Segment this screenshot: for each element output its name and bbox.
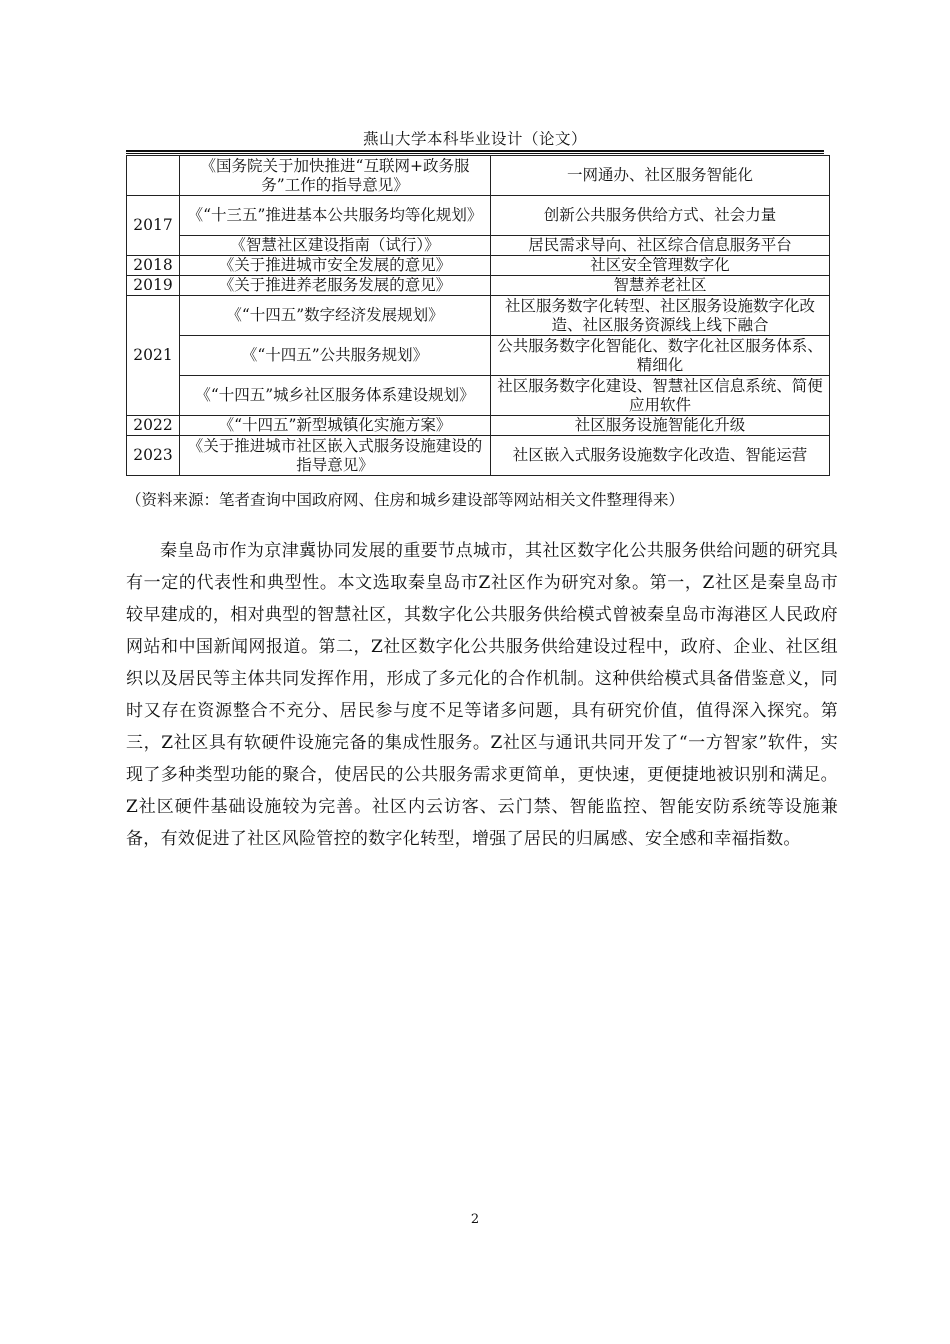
focus-cell: 社区嵌入式服务设施数字化改造、智能运营 <box>491 436 830 476</box>
document-cell: 《“十四五”新型城镇化实施方案》 <box>180 416 491 436</box>
table-row <box>127 276 830 296</box>
running-header: 燕山大学本科毕业设计（论文） <box>362 130 587 148</box>
source-note: （资料来源：笔者查询中国政府网、住房和城乡建设部等网站相关文件整理得来） <box>126 491 685 509</box>
page-number: 2 <box>470 1212 480 1227</box>
focus-cell: 社区服务数字化转型、社区服务设施数字化改造、社区服务资源线上线下融合 <box>491 296 830 336</box>
focus-cell: 社区服务设施智能化升级 <box>491 416 830 436</box>
document-cell: 《“十四五”数字经济发展规划》 <box>180 296 491 336</box>
document-cell: 《“十三五”推进基本公共服务均等化规划》 <box>180 196 491 236</box>
focus-cell: 社区安全管理数字化 <box>491 256 830 276</box>
header-rule-secondary <box>126 153 824 154</box>
table-row <box>127 416 830 436</box>
document-cell: 《“十四五”公共服务规划》 <box>180 336 491 376</box>
year-cell: 2023 <box>127 436 180 476</box>
document-cell: 《关于推进城市安全发展的意见》 <box>180 256 491 276</box>
table-row <box>127 296 830 336</box>
year-cell: 2017 <box>127 196 180 256</box>
table-row <box>127 376 830 416</box>
document-cell: 《智慧社区建设指南（试行）》 <box>180 236 491 256</box>
document-cell: 《“十四五”城乡社区服务体系建设规划》 <box>180 376 491 416</box>
focus-cell: 社区服务数字化建设、智慧社区信息系统、简便应用软件 <box>491 376 830 416</box>
document-cell: 《国务院关于加快推进“互联网+政务服务”工作的指导意见》 <box>180 156 491 196</box>
table-row <box>127 256 830 276</box>
document-cell: 《关于推进城市社区嵌入式服务设施建设的指导意见》 <box>180 436 491 476</box>
table-row <box>127 236 830 256</box>
year-cell <box>127 156 180 196</box>
year-cell: 2019 <box>127 276 180 296</box>
body-paragraph: 秦皇岛市作为京津冀协同发展的重要节点城市，其社区数字化公共服务供给问题的研究具有一定的代表性和典型性。本文选取秦皇岛市Z社区作为研究对象。第一，Z社区是秦皇岛市较早建成的，相对典型的智慧社区，其数字化公共服务供给模式曾被秦皇岛市海港区人民政府网站和中国新闻网报道。第二，Z社区数字化公共服务供给建设过程中，政府、企业、社区组织以及居民等主体共同发挥作用，形成了多元化的合作机制。这种供给模式具备借鉴意义，同时又存在资源整合不充分、居民参与度不足等诸多问题，具有研究价值，值得深入探究。第三，Z社区具有软硬件设施完备的集成性服务。Z社区与通讯共同开发了“一方智家”软件，实现了多种类型功能的聚合，使居民的公共服务需求更简单，更快速，更便捷地被识别和满足。Z社区硬件基础设施较为完善。社区内云访客、云门禁、智能监控、智能安防系统等设施兼备，有效促进了社区风险管控的数字化转型，增强了居民的归属感、安全感和幸福指数。 <box>126 541 838 849</box>
year-cell: 2018 <box>127 256 180 276</box>
table-row <box>127 156 830 196</box>
table-row <box>127 196 830 236</box>
focus-cell: 创新公共服务供给方式、社会力量 <box>491 196 830 236</box>
document-cell: 《关于推进养老服务发展的意见》 <box>180 276 491 296</box>
year-cell: 2022 <box>127 416 180 436</box>
focus-cell: 一网通办、社区服务智能化 <box>491 156 830 196</box>
header-rule <box>126 150 824 152</box>
table-row <box>127 336 830 376</box>
policy-table <box>126 155 830 476</box>
table-row <box>127 436 830 476</box>
focus-cell: 公共服务数字化智能化、数字化社区服务体系、精细化 <box>491 336 830 376</box>
focus-cell: 智慧养老社区 <box>491 276 830 296</box>
year-cell: 2021 <box>127 296 180 416</box>
focus-cell: 居民需求导向、社区综合信息服务平台 <box>491 236 830 256</box>
